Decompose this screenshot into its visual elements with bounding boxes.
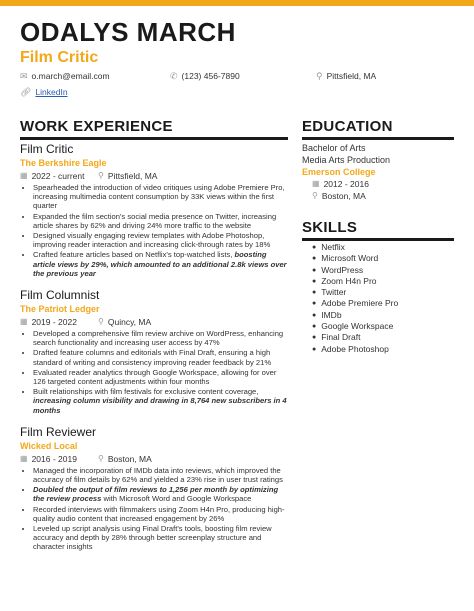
- location-pin-icon: ⚲: [316, 70, 323, 81]
- contact-email[interactable]: [20, 71, 110, 81]
- bullet-text: Crafted feature articles based on Netflix's top-watched lists,: [33, 250, 235, 260]
- bullet-dot: ●: [312, 289, 317, 297]
- bullet-text: Recorded interviews with filmmakers using Zoom H4n Pro, producing high-quality audio content that increased engagement by 26%: [33, 504, 285, 523]
- skill-item: [312, 332, 462, 343]
- company-name: The Patriot Ledger: [20, 304, 100, 315]
- job-bullet: [33, 183, 288, 211]
- bullet-text: Built relationships with film festivals for exclusive content coverage,: [33, 387, 259, 397]
- bullet-text: Managed the incorporation of IMDb data into reviews, which improved the accuracy of film details by 62% and yielded a 23% rise in user trust ratings: [33, 465, 283, 485]
- bullet-dot: ●: [312, 345, 317, 353]
- job-bullet: [33, 466, 288, 484]
- skill-label: Google Workspace: [321, 321, 394, 332]
- skill-item: [312, 276, 462, 287]
- calendar-icon: ▦: [20, 171, 28, 180]
- job-bullet: [33, 329, 288, 347]
- accent-bar: [0, 0, 474, 6]
- job-location: [98, 170, 157, 182]
- skill-label: IMDb: [321, 309, 342, 320]
- job-bullet: [33, 524, 288, 552]
- skill-item: [312, 287, 462, 298]
- location-pin-icon: ⚲: [98, 317, 104, 327]
- job-bullet: [33, 231, 288, 249]
- skills-divider: [302, 238, 454, 241]
- bullet-dot: ●: [312, 300, 317, 308]
- job-entry: [20, 142, 288, 278]
- phone-icon: ✆: [170, 70, 178, 81]
- bullet-dot: ●: [312, 311, 317, 319]
- link-icon: 🔗︎: [20, 86, 32, 97]
- skills-heading: SKILLS: [302, 219, 358, 236]
- field-of-study: Media Arts Production: [302, 155, 391, 165]
- education-location: [302, 190, 462, 202]
- bullet-dot: ●: [312, 323, 317, 331]
- job-bullet: [33, 212, 288, 230]
- skill-item: [312, 321, 462, 332]
- skill-item: [312, 265, 462, 276]
- job-bullet: [33, 387, 288, 415]
- linkedin-link[interactable]: LinkedIn: [35, 87, 68, 97]
- bullet-text: Leveled up script analysis using Final Draft's tools, boosting film review accuracy and depth by 28% through better screenplay structure and character insights: [33, 524, 272, 552]
- bullet-dot: ●: [312, 255, 317, 263]
- skill-item: [312, 253, 462, 264]
- job-meta: [20, 453, 288, 465]
- bullet-text: with Microsoft Word and Google Workspace: [101, 494, 252, 504]
- bullet-text: Designed visually engaging review templates with Adobe Photoshop, improving reader interaction and increasing click-through rates by 18%: [33, 231, 271, 250]
- job-dates: [20, 453, 98, 465]
- skill-label: Microsoft Word: [321, 253, 379, 264]
- job-meta: [20, 316, 288, 328]
- email-icon: ✉: [20, 70, 28, 81]
- job-bullet: [33, 250, 288, 278]
- job-bullet: [33, 368, 288, 386]
- job-meta: [20, 170, 288, 182]
- job-entry: [20, 425, 288, 552]
- bullet-text: Expanded the film section's social media presence on Twitter, increasing article shares by 62% and driving 24% more traffic to the website: [33, 211, 277, 230]
- skill-item: [312, 344, 462, 355]
- company-name: Wicked Local: [20, 440, 78, 451]
- job-dates: [20, 170, 98, 182]
- skill-label: Zoom H4n Pro: [321, 275, 377, 286]
- job-bullets: [20, 183, 288, 278]
- job-location-text: Quincy, MA: [107, 317, 152, 328]
- bullet-emphasis: boosting article views by 29%, which amounted to an additional 2.8k views over the previous year: [33, 250, 287, 278]
- contact-phone[interactable]: [170, 71, 240, 81]
- bullet-dot: ●: [312, 244, 317, 251]
- job-dates-text: 2019 - 2022: [31, 317, 77, 328]
- education-divider: [302, 137, 454, 140]
- education-block: [302, 142, 462, 202]
- calendar-icon: ▦: [20, 453, 28, 463]
- calendar-icon: ▦: [312, 179, 320, 188]
- job-dates-text: 2016 - 2019: [31, 453, 77, 464]
- job-dates: [20, 316, 98, 328]
- bullet-dot: ●: [312, 266, 317, 274]
- work-experience-heading: WORK EXPERIENCE: [20, 118, 173, 135]
- candidate-title: Film Critic: [20, 49, 99, 66]
- skill-label: Adobe Premiere Pro: [321, 298, 399, 309]
- degree: Bachelor of Arts: [302, 143, 366, 153]
- education-dates-text: 2012 - 2016: [323, 179, 369, 189]
- skill-label: WordPress: [321, 264, 364, 275]
- job-location-text: Boston, MA: [107, 453, 152, 464]
- location-pin-icon: ⚲: [312, 191, 318, 200]
- job-bullets: [20, 466, 288, 552]
- phone-text: (123) 456-7890: [181, 71, 240, 81]
- bullet-dot: ●: [312, 334, 317, 342]
- education-heading: EDUCATION: [302, 118, 393, 135]
- skills-list: [302, 242, 462, 355]
- work-experience-list: [20, 142, 288, 562]
- skills-block: [302, 242, 462, 355]
- skill-item: [312, 298, 462, 309]
- job-location: [98, 453, 152, 465]
- contact-linkedin[interactable]: [20, 87, 68, 97]
- education-location-text: Boston, MA: [321, 191, 366, 201]
- job-title: Film Columnist: [20, 288, 100, 303]
- job-bullet: [33, 485, 288, 503]
- location-pin-icon: ⚲: [98, 171, 104, 180]
- email-text: o.march@email.com: [31, 71, 110, 81]
- job-dates-text: 2022 - current: [31, 171, 85, 181]
- school-name: Emerson College: [302, 167, 376, 177]
- job-location: [98, 316, 151, 328]
- bullet-text: Spearheaded the introduction of video critiques using Adobe Premiere Pro, increasing multimedia content consumption by 33K views within the first quarter: [33, 183, 285, 211]
- company-name: The Berkshire Eagle: [20, 158, 107, 168]
- skill-label: Final Draft: [321, 332, 361, 343]
- bullet-text: Drafted feature columns and editorials with Final Draft, ensuring a high standard of writing and consistency improving reader feedback by 21%: [33, 348, 272, 367]
- education-dates: [302, 178, 462, 190]
- skill-label: Twitter: [321, 287, 347, 298]
- contact-location: [316, 71, 376, 81]
- skill-item: [312, 242, 462, 253]
- job-title: Film Critic: [20, 142, 74, 156]
- location-pin-icon: ⚲: [98, 453, 104, 463]
- location-text: Pittsfield, MA: [326, 71, 377, 81]
- bullet-emphasis: increasing column visibility and drawing in 8,764 new subscribers in 4 months: [33, 396, 287, 415]
- work-divider: [20, 137, 288, 140]
- skill-label: Netflix: [321, 242, 345, 252]
- candidate-name: ODALYS MARCH: [20, 17, 236, 47]
- bullet-text: Evaluated reader analytics through Google Workspace, allowing for over 126 targeted content adjustments within four months: [33, 367, 277, 387]
- job-title: Film Reviewer: [20, 424, 97, 439]
- bullet-text: Developed a comprehensive film review archive on WordPress, enhancing search functionality and increasing user access by 47%: [33, 329, 284, 348]
- bullet-dot: ●: [312, 277, 317, 285]
- job-bullet: [33, 505, 288, 523]
- job-bullet: [33, 348, 288, 366]
- skill-item: [312, 310, 462, 321]
- skill-label: Adobe Photoshop: [321, 343, 389, 354]
- job-location-text: Pittsfield, MA: [107, 171, 158, 181]
- job-entry: [20, 288, 288, 415]
- calendar-icon: ▦: [20, 317, 28, 327]
- bullet-emphasis: Doubled the output of film reviews to 1,256 per month by optimizing the review process: [33, 485, 279, 504]
- job-bullets: [20, 329, 288, 415]
